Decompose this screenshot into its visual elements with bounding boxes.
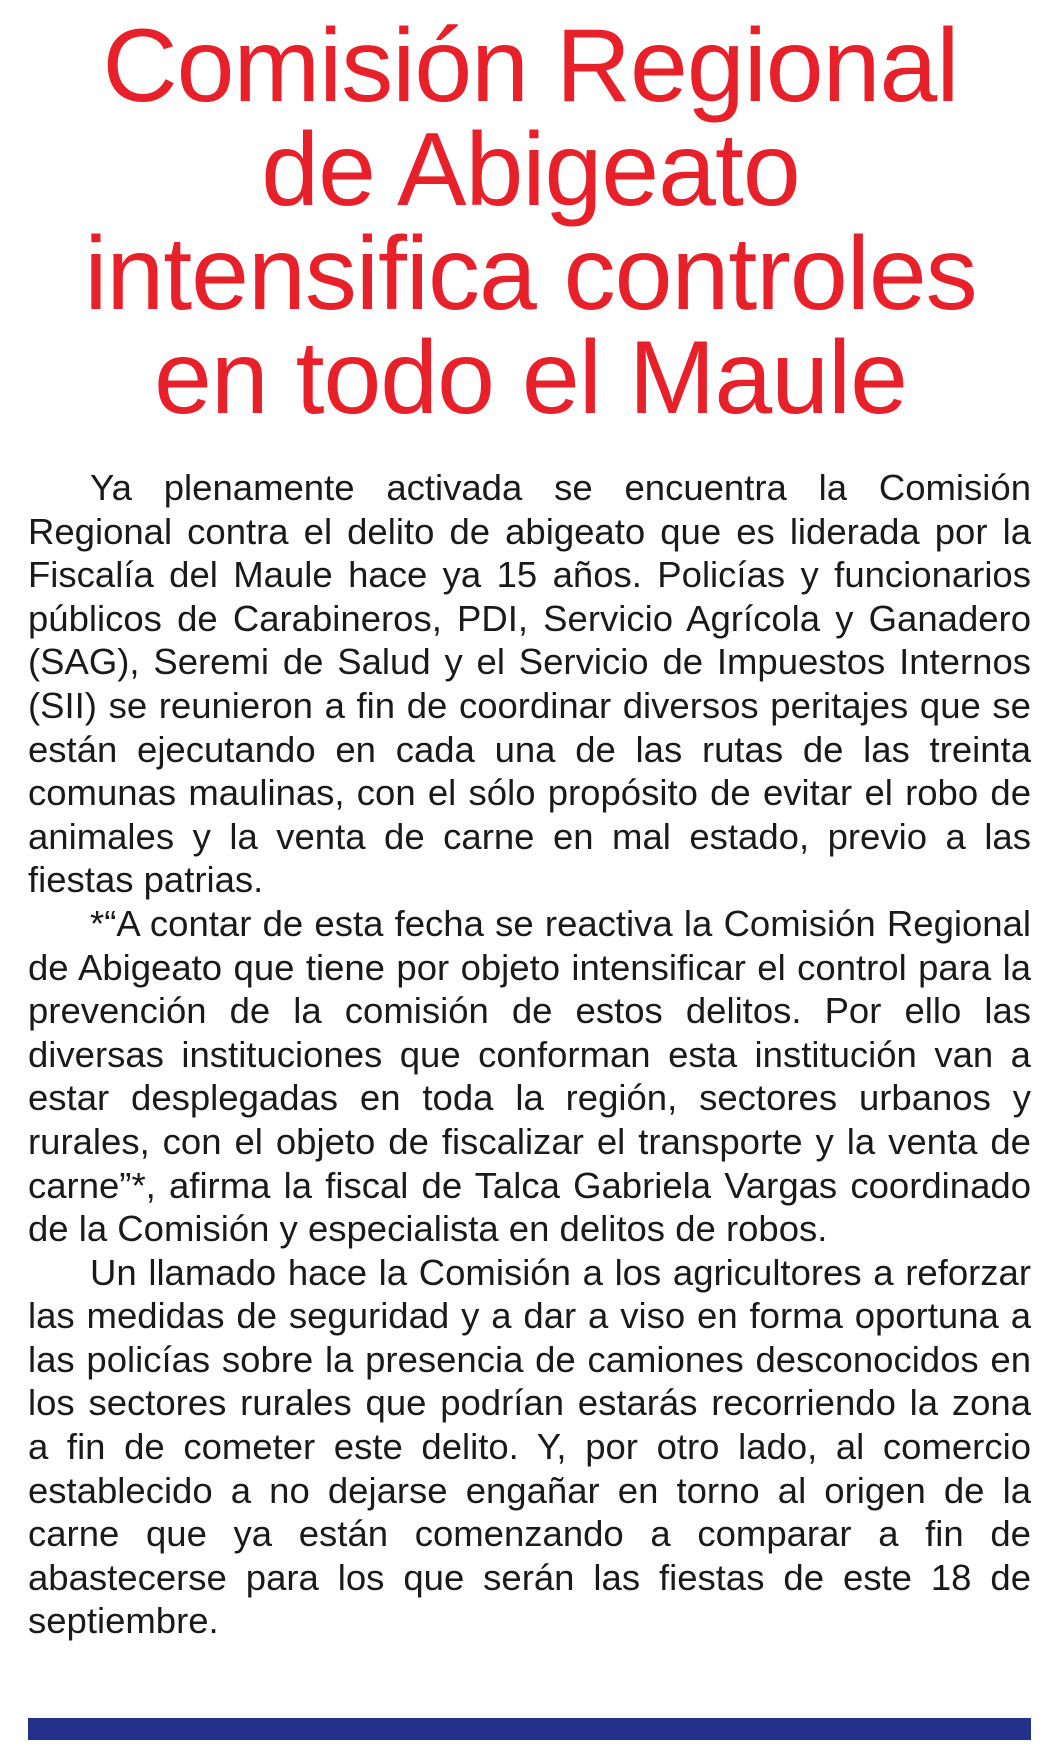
headline-line: en todo el Maule bbox=[154, 320, 907, 436]
headline-line: intensifica controles bbox=[84, 216, 977, 332]
headline-line: Comisión Regional bbox=[102, 8, 959, 124]
article-headline bbox=[0, 0, 1061, 436]
article-paragraph: *“A contar de esta fecha se reactiva la Comisión Regional de Abigeato que tiene por objeto intensificar el control para la prevención de la comisión de estos delitos. Por ello las diversas instituciones que conforman esta institución van a estar desplegadas en toda la región, sectores urbanos y rurales, con el objeto de fiscalizar el transporte y la venta de carne”*, afirma la fiscal de Talca Gabriela Vargas coordinado de la Comisión y especialista en delitos de robos. bbox=[28, 902, 1031, 1250]
headline-line: de Abigeato bbox=[261, 112, 800, 228]
article-paragraph: Un llamado hace la Comisión a los agricultores a reforzar las medidas de seguridad y a dar a viso en forma oportuna a las policías sobre la presencia de camiones desconocidos en los sectores rurales que podrían estarás recorriendo la zona a fin de cometer este delito. Y, por otro lado, al comercio establecido a no dejarse engañar en torno al origen de la carne que ya están comenzando a comparar a fin de abastecerse para los que serán las fiestas de este 18 de septiembre. bbox=[28, 1251, 1031, 1642]
article-paragraph: Ya plenamente activada se encuentra la Comisión Regional contra el delito de abigeato que es liderada por la Fiscalía del Maule hace ya 15 años. Policías y funcionarios públicos de Carabineros, PDI, Servicio Agrícola y Ganadero (SAG), Seremi de Salud y el Servicio de Impuestos Internos (SII) se reunieron a fin de coordinar diversos peritajes que se están ejecutando en cada una de las rutas de las treinta comunas maulinas, con el sólo propósito de evitar el robo de animales y la venta de carne en mal estado, previo a las fiestas patrias. bbox=[28, 467, 1031, 901]
article-body bbox=[28, 466, 1031, 1643]
bottom-rule bbox=[28, 1718, 1031, 1740]
